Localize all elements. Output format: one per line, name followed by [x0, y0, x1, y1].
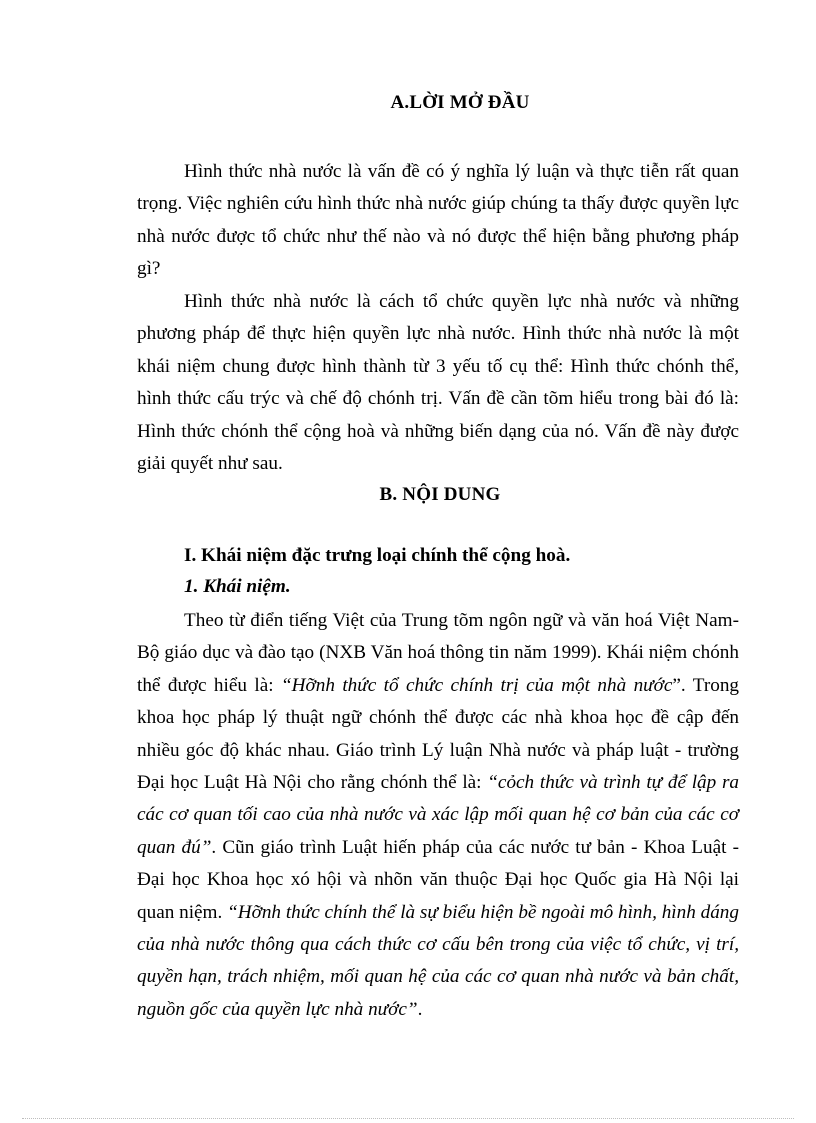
concept-text-1: Theo từ điển tiếng Việt của Trung tõm ngôn ngữ và văn hoá Việt Nam-Bộ giáo dục và đào tạo (NXB Văn hoá thông tin năm 1999). Khái niệm chónh thể được hiểu là: — [137, 610, 739, 696]
concept-paragraph — [137, 605, 739, 1026]
section-title: B. NỘI DUNG — [379, 484, 501, 505]
intro-paragraph-1: Hình thức nhà nước là vấn đề có ý nghĩa lý luận và thực tiễn rất quan trọng. Việc nghiên cứu hình thức nhà nước giúp chúng ta thấy được quyền lực nhà nước được tổ chức như thế nào và nó được thể hiện bằng phương pháp gì? — [137, 161, 739, 280]
concept-quote-1: “Hỡnh thức tổ chức chính trị của một nhà nước — [280, 674, 673, 696]
concept-text-4: . — [417, 998, 423, 1020]
heading-concept-characteristics: I. Khái niệm đặc trưng loại chính thể cộng hoà. — [184, 545, 571, 566]
intro-paragraph-2: Hình thức nhà nước là cách tổ chức quyền lực nhà nước và những phương pháp để thực hiện quyền lực nhà nước. Hình thức nhà nước là một khái niệm chung được hình thành từ 3 yếu tố cụ thể: Hình thức chónh thể, hình thức cấu trýc và chế độ chónh trị. Vấn đề cần tõm hiểu trong bài đó là: Hình thức chónh thể cộng hoà và những biến dạng của nó. Vấn đề này được giải quyết như sau. — [137, 291, 739, 475]
concept-text-3: . Cũn giáo trình Luật hiến pháp của các nước tư bản - Khoa Luật - Đại học Khoa học xó hội và nhõn văn thuộc Đại học Quốc gia Hà Nội lại quan niệm. — [137, 836, 739, 923]
concept-quote-3: “Hỡnh thức chính thể là sự biểu hiện bề ngoài mô hình, hình dáng của nhà nước thông qua cách thức cơ cấu bên trong của việc tổ chức, vị trí, quyền hạn, trách nhiệm, mối quan hệ của các cơ quan nhà nước và bản chất, nguồn gốc của quyền lực nhà nước” — [137, 901, 739, 1020]
subheading-concept: 1. Khái niệm. — [184, 576, 291, 597]
concept-text-2: ”. Trong khoa học pháp lý thuật ngữ chónh thể được các nhà khoa học đề cập đến nhiều góc độ khác nhau. Giáo trình Lý luận Nhà nước và pháp luật - trường Đại học Luật Hà Nội cho rằng chónh thể là: — [137, 674, 740, 794]
concept-quote-2: “cỏch thức và trình tự để lập ra các cơ quan tối cao của nhà nước và xác lập mối quan hệ cơ bản của các cơ quan đú” — [137, 772, 740, 858]
page-bottom-divider — [22, 1118, 794, 1119]
page-title: A.LỜI MỞ ĐẦU — [390, 92, 530, 113]
